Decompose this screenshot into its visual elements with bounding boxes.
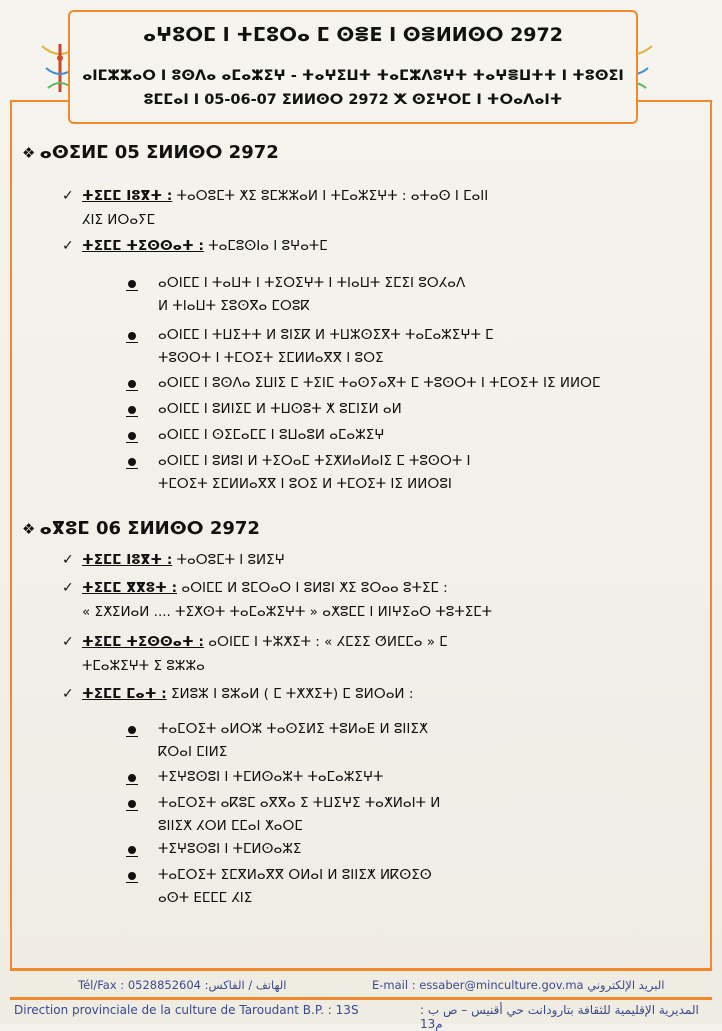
bullet-text: ⴰⵔⵏⵎⵎ ⵏ ⵜⴰⵡⵜ ⵏ ⵜⵉⵔⵉⵖⵜ ⵏ ⵜⵏⴰⵡⵜ ⵉⵎⵉⵏ ⵓⵔⵃⴰⴷ [158, 275, 466, 291]
bullet-dot-icon [128, 332, 136, 340]
bullet-text: ⴰⵔⵏⵎⵎ ⵏ ⵓⵍⵓⵏ ⵍ ⵜⵉⵔⴰⵎ ⵜⵉⵅⵍⴰⵍⴰⵏⵉ ⵎ ⵜⵓⵙⵔⵜ ⵏ [158, 453, 471, 469]
bullet-dot-icon [128, 872, 136, 880]
check-icon: ✓ [62, 238, 74, 254]
bullet-dot-icon [128, 726, 136, 734]
bullet-item [130, 450, 700, 496]
check-icon: ✓ [62, 686, 74, 702]
bullet-item [130, 766, 700, 789]
item-label: ⵜⵉⵎⵎ ⵜⵉⵙⵙⴰⵜ : [82, 634, 204, 650]
footer-address-ar: المديرية الإقليمية للثقافة بتارودانت حي أقنيس – ص ب : م13 [420, 1003, 699, 1031]
bullet-underline [126, 736, 138, 737]
list-item [62, 682, 702, 706]
item-text: ⵉⵍⵓⵣ ⵏ ⵓⵣⴰⵍ ( ⵎ ⵜⵅⵅⵉⵜ) ⵎ ⵓⵍⵔⴰⵍ : [170, 686, 414, 702]
frame-left-rule [10, 100, 12, 968]
item-text-continued: ⵜⵎⴰⵣⵉⵖⵜ ⵉ ⵓⵣⵣⴰ [82, 658, 205, 674]
bullet-underline [126, 290, 138, 291]
bullet-item [130, 272, 700, 318]
bullet-dot-icon [128, 406, 136, 414]
frame-bottom-rule [10, 968, 712, 971]
frame-right-rule [710, 100, 712, 968]
bullet-dot-icon [128, 432, 136, 440]
bullet-item [130, 398, 700, 421]
item-text: ⵜⴰⵔⵓⵎⵜ ⵏ ⵓⵍⵉⵖ [176, 552, 285, 568]
item-label: ⵜⵉⵎⵎ ⵏⵓⴳⵜ : [82, 188, 173, 204]
item-text-continued: ⵃⵏⵉ ⵍⵔⴰⵢⵎ [82, 212, 155, 228]
bullet-text: ⵜⴰⵎⵔⵉⵜ ⴰⵍⵔⵣ ⵜⴰⵙⵉⵍⵉ ⵜⵓⵍⴰⴹ ⵍ ⵓⵏⵏⵉⵅ [158, 721, 428, 737]
bullet-item [130, 324, 700, 370]
list-item [62, 576, 702, 624]
bullet-text-continued: ⴽⵔⴰⵏ ⵎⵏⵍⵉ [158, 744, 228, 760]
bullet-dot-icon [128, 380, 136, 388]
bullet-item [130, 718, 700, 764]
bullet-underline [126, 416, 138, 417]
bullet-item [130, 372, 700, 395]
bullet-underline [126, 390, 138, 391]
footer-email[interactable]: E-mail : essaber@minculture.gov.ma البريد الإلكتروني [372, 978, 665, 992]
bullet-dot-icon [128, 846, 136, 854]
bullet-item [130, 864, 700, 910]
bullet-item [130, 792, 700, 838]
bullet-text: ⵜⵉⵖⵓⵙⵓⵏ ⵏ ⵜⵎⵍⵙⴰⵣⵉ [158, 841, 302, 857]
item-text: ⴰⵔⵏⵎⵎ ⵏ ⵜⵣⵅⵉⵜ : « ⵃⵎⵉⵉ ⵚⵍⵎⵎⴰ » ⵎ [208, 634, 448, 650]
footer-address-fr: Direction provinciale de la culture de Taroudant B.P. : 13S [14, 1003, 359, 1017]
list-item [62, 548, 702, 572]
list-item [62, 234, 702, 258]
bullet-text-continued: ⴰⵙⵜ ⴹⵎⵎⵎ ⵃⵏⵉ [158, 890, 253, 906]
item-label: ⵜⵉⵎⵎ ⵏⵓⴳⵜ : [82, 552, 173, 568]
bullet-underline [126, 342, 138, 343]
header-dates: ⵓⵎⵎⴰⵏ ⵏ 05-06-07 ⵉⵍⵍⵙⵔ 2972 ⵅ ⵙⵉⵖⵔⵎ ⵏ ⵜⵔⴰⴷⴰⵏⵜ [143, 92, 563, 108]
frame-top-left-rule [10, 100, 68, 102]
bullet-dot-icon [128, 774, 136, 782]
bullet-underline [126, 856, 138, 857]
bullet-underline [126, 810, 138, 811]
item-text: ⴰⵔⵏⵎⵎ ⵍ ⵓⵎⵔⴰⵔ ⵏ ⵓⵍⵓⵏ ⵅⵉ ⵓⵔⴰⴰ ⵓⵜⵉⵎ : [181, 580, 448, 596]
bullet-item [130, 424, 700, 447]
check-icon: ✓ [62, 634, 74, 650]
bullet-text: ⴰⵔⵏⵎⵎ ⵏ ⵓⵍⵏⵉⵎ ⵍ ⵜⵡⵙⵓⵜ ⵅ ⵓⵎⵏⵉⵍ ⴰⵍ [158, 401, 402, 417]
diamond-bullet-icon: ❖ [22, 520, 36, 538]
bullet-text: ⵜⵉⵖⵓⵙⵓⵏ ⵏ ⵜⵎⵍⵙⴰⵣⵜ ⵜⴰⵎⴰⵣⵉⵖⵜ [158, 769, 384, 785]
bullet-underline [126, 882, 138, 883]
header-title: ⴰⵖⵓⵔⵎ ⵏ ⵜⵎⵓⵔⴰ ⵎ ⵙⴻⴹ ⵏ ⵙⴻⵍⵍⵙⵔ 2972 [143, 24, 563, 46]
footer-rule [10, 997, 712, 1000]
bullet-dot-icon [128, 800, 136, 808]
footer-phone: Tél/Fax : الهاتف / الفاكس: 0528852604 [78, 978, 287, 992]
item-label: ⵜⵉⵎⵎ ⵜⵉⵙⵙⴰⵜ : [82, 238, 204, 254]
section-2-title: ❖ ⴰⴳⵓⵎ 06 ⵉⵍⵍⵙⵔ 2972 [22, 518, 260, 539]
bullet-text-continued: ⵜⵓⵙⵔⵜ ⵏ ⵜⵎⵔⵉⵜ ⵉⵎⵍⵍⴰⴳⴳ ⵏ ⵓⵔⵉ [158, 350, 384, 366]
check-icon: ✓ [62, 580, 74, 596]
list-item [62, 630, 702, 678]
bullet-underline [126, 784, 138, 785]
bullet-text: ⵜⴰⵎⵔⵉⵜ ⴰⴽⵓⵎ ⴰⴳⴳⴰ ⵉ ⵜⵡⵉⵖⵉ ⵜⴰⵅⵍⴰⵏⵜ ⵍ [158, 795, 441, 811]
header-box [68, 10, 638, 124]
bullet-text: ⴰⵔⵏⵎⵎ ⵏ ⵙⵉⵎⴰⵎⵎ ⵏ ⵓⵡⴰⵓⵍ ⴰⵎⴰⵣⵉⵖ [158, 427, 385, 443]
bullet-text-continued: ⵍ ⵜⵏⴰⵡⵜ ⵉⵓⵙⴳⴰ ⵎⵔⵓⴽ [158, 298, 310, 314]
bullet-text: ⴰⵔⵏⵎⵎ ⵏ ⵓⵙⴷⴰ ⵉⵡⵏⵉ ⵎ ⵜⵉⵏⵎ ⵜⴰⵙⵢⴰⴳⵜ ⵎ ⵜⵓⵙⵔⵜ ⵏ ⵜⵎⵔⵉⵜ ⵏⵉ ⵍⵍⵔⵎ [158, 375, 601, 391]
check-icon: ✓ [62, 552, 74, 568]
bullet-item [130, 838, 700, 861]
bullet-text: ⵜⴰⵎⵔⵉⵜ ⵉⵎⴳⵍⴰⴳⴳ ⵔⵍⴰⵏ ⵍ ⵓⵏⵏⵉⵅ ⵍⴽⵙⵉⵙ [158, 867, 432, 883]
frame-top-right-rule [636, 100, 712, 102]
bullet-dot-icon [128, 280, 136, 288]
bullet-dot-icon [128, 458, 136, 466]
list-item [62, 184, 702, 232]
item-label: ⵜⵉⵎⵎ ⴳⴳⵓⵜ : [82, 580, 178, 596]
item-text: ⵜⴰⵔⵓⵎⵜ ⵅⵉ ⵓⵎⵣⵣⴰⵍ ⵏ ⵜⵎⴰⵣⵉⵖⵜ : ⴰⵜⴰⵙ ⵏ ⵎⴰⵏⵏ [176, 188, 489, 204]
check-icon: ✓ [62, 188, 74, 204]
bullet-text: ⴰⵔⵏⵎⵎ ⵏ ⵜⵡⵉⵜⵜ ⵍ ⵓⵏⵉⴽ ⵍ ⵜⵡⵣⵙⵉⴳⵜ ⵜⴰⵎⴰⵣⵉⵖⵜ ⵎ [158, 327, 494, 343]
item-text-continued: « ⵉⵅⵉⵍⴰⵍ .... ⵜⵉⵅⵙⵜ ⵜⴰⵎⴰⵣⵉⵖⵜ » ⴰⵅⵓⵎⵎ ⵏ ⵍⵏⵖⵉⴰⵔ ⵜⵓⵜⵉⵎⵜ [82, 604, 492, 620]
bullet-text-continued: ⵜⵎⵔⵉⵜ ⵉⵎⵍⵍⴰⴳⴳ ⵏ ⵓⵔⵉ ⵍ ⵜⵎⵔⵉⵜ ⵏⵉ ⵍⵍⵔⵓⵏ [158, 476, 452, 492]
section-1-title: ❖ ⴰⵙⵉⵍⵎ 05 ⵉⵍⵍⵙⵔ 2972 [22, 142, 279, 163]
header-subtitle: ⴰⵏⵎⵣⵣⴰⵔ ⵏ ⵓⵙⴷⴰ ⴰⵎⴰⵣⵉⵖ - ⵜⴰⵖⵉⵡⵜ ⵜⴰⵎⵣⴷⵓⵖⵜ ⵜⴰⵖⴻⵡⵜⵜ ⵏ ⵜⵓⵙⵉⵏ [82, 68, 624, 84]
item-text: ⵜⴰⵎⵓⵙⵏⴰ ⵏ ⵓⵖⴰⵜⵎ [208, 238, 328, 254]
bullet-underline [126, 442, 138, 443]
bullet-text-continued: ⵓⵏⵏⵉⵅ ⵃⵔⵍ ⵎⵎⴰⵏ ⵅⴰⵔⵎ [158, 818, 303, 834]
bullet-underline [126, 468, 138, 469]
diamond-bullet-icon: ❖ [22, 144, 36, 162]
item-label: ⵜⵉⵎⵎ ⵎⴰⵜ : [82, 686, 167, 702]
